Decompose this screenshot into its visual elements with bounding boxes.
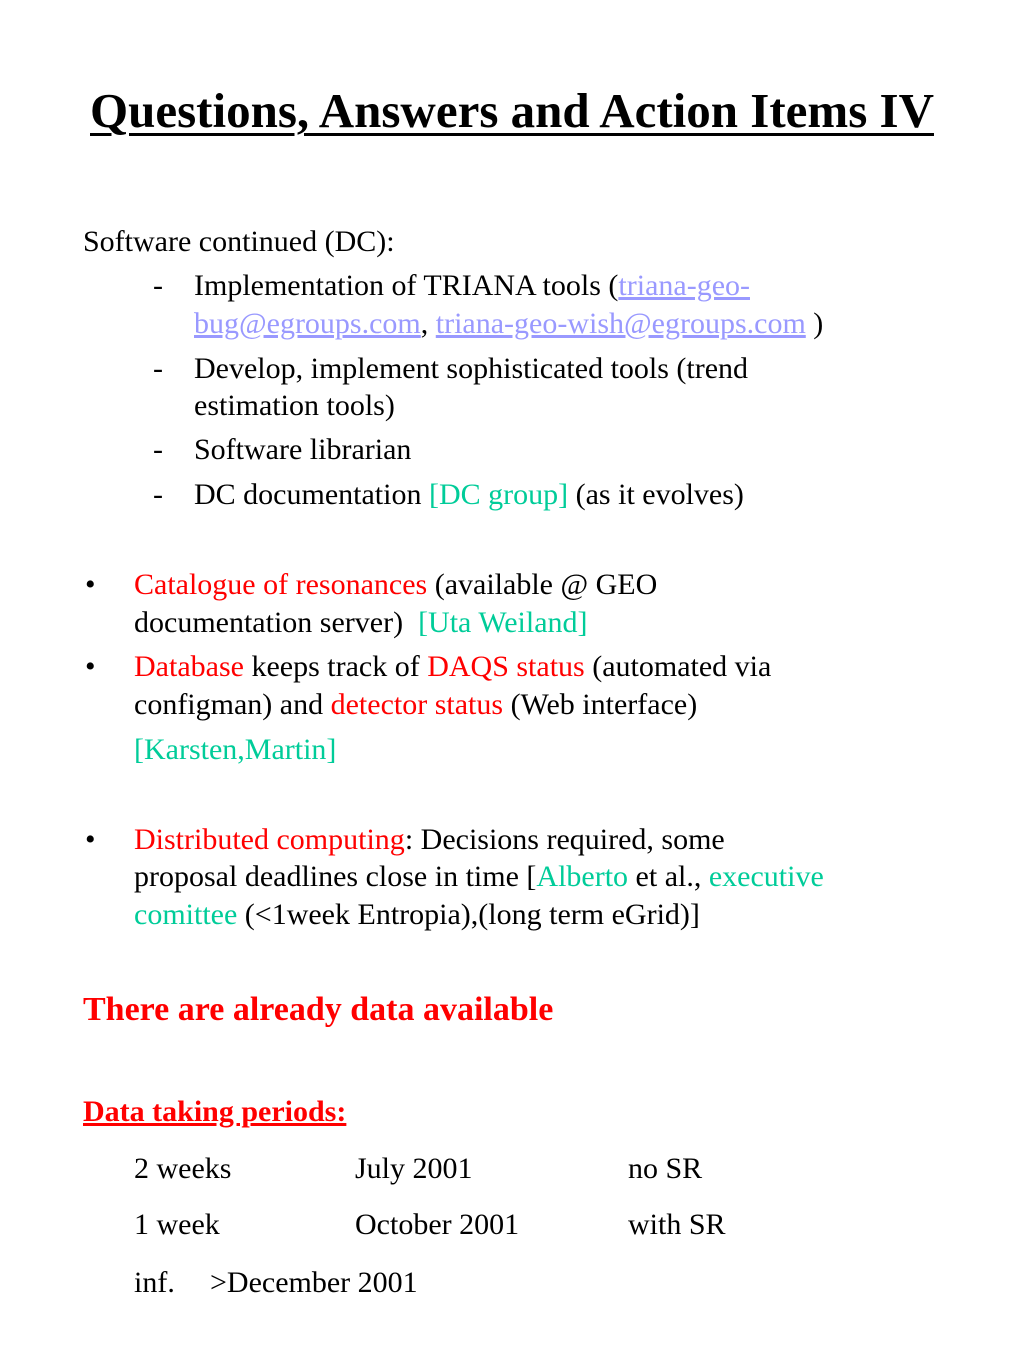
distributed-line3 <box>134 896 700 933</box>
software-item-triana <box>194 267 750 304</box>
daqs-status: DAQS status <box>427 650 585 683</box>
distributed-line2 <box>134 858 824 895</box>
bullet-marker: • <box>85 568 96 601</box>
triana-close: ) <box>813 307 824 340</box>
alberto-assignee: Alberto <box>536 860 629 893</box>
link-separator: , <box>420 307 429 340</box>
software-item-develop-line2: estimation tools) <box>194 389 395 422</box>
catalogue-detail-cont: documentation server) <box>134 606 404 639</box>
dash-marker: - <box>153 478 163 511</box>
periods-heading: Data taking periods: <box>83 1095 347 1128</box>
bullet-marker: • <box>85 823 96 856</box>
period-duration: inf. <box>134 1266 175 1299</box>
software-item-documentation <box>194 476 744 513</box>
software-heading: Software continued (DC): <box>83 225 395 258</box>
catalogue-detail: (available @ GEO <box>434 568 658 601</box>
catalogue-assignee: [Uta Weiland] <box>418 606 588 639</box>
triana-text: Implementation of TRIANA tools ( <box>194 269 619 302</box>
software-item-librarian: Software librarian <box>194 433 412 466</box>
software-item-develop: Develop, implement sophisticated tools (trend <box>194 352 749 385</box>
database-interface: (Web interface) <box>510 688 698 721</box>
database-line2 <box>134 686 697 723</box>
bug-email-link-cont[interactable]: bug@egroups.com <box>194 307 421 340</box>
period-duration: 1 week <box>134 1208 220 1241</box>
database-detail: (automated via <box>592 650 772 683</box>
database-topic: Database <box>134 650 244 683</box>
committee-assignee: comittee <box>134 898 238 931</box>
detector-status: detector status <box>330 688 504 721</box>
bullet-marker: • <box>85 650 96 683</box>
catalogue-line2 <box>134 604 588 641</box>
distributed-timeline: (<1week Entropia),(long term eGrid)] <box>244 898 700 931</box>
period-note: with SR <box>628 1208 726 1241</box>
executive-assignee: executive <box>708 860 824 893</box>
period-date: >December 2001 <box>210 1266 418 1299</box>
dash-marker: - <box>153 269 163 302</box>
distributed-text-cont: proposal deadlines close in time [ <box>134 860 537 893</box>
catalogue-topic: Catalogue of resonances <box>134 568 428 601</box>
period-date: July 2001 <box>355 1152 473 1185</box>
period-note: no SR <box>628 1152 703 1185</box>
page-title: Questions, Answers and Action Items IV <box>90 83 934 138</box>
documentation-note: (as it evolves) <box>575 478 744 511</box>
catalogue-line1 <box>134 566 657 603</box>
distributed-text: : Decisions required, some <box>404 823 725 856</box>
period-duration: 2 weeks <box>134 1152 232 1185</box>
data-available-announcement: There are already data available <box>83 991 554 1028</box>
software-item-triana-line2 <box>194 305 823 342</box>
distributed-etal: et al., <box>635 860 702 893</box>
database-assignee: [Karsten,Martin] <box>134 733 337 766</box>
wish-email-link[interactable]: triana-geo-wish@egroups.com <box>435 307 806 340</box>
period-date: October 2001 <box>355 1208 520 1241</box>
bug-email-link[interactable]: triana-geo- <box>618 269 750 302</box>
documentation-text: DC documentation <box>194 478 422 511</box>
dash-marker: - <box>153 433 163 466</box>
database-detail-cont: configman) and <box>134 688 324 721</box>
dash-marker: - <box>153 352 163 385</box>
distributed-topic: Distributed computing <box>134 823 405 856</box>
dc-group-assignee: [DC group] <box>428 478 569 511</box>
database-line1 <box>134 648 771 685</box>
database-text: keeps track of <box>251 650 420 683</box>
distributed-line1 <box>134 821 725 858</box>
